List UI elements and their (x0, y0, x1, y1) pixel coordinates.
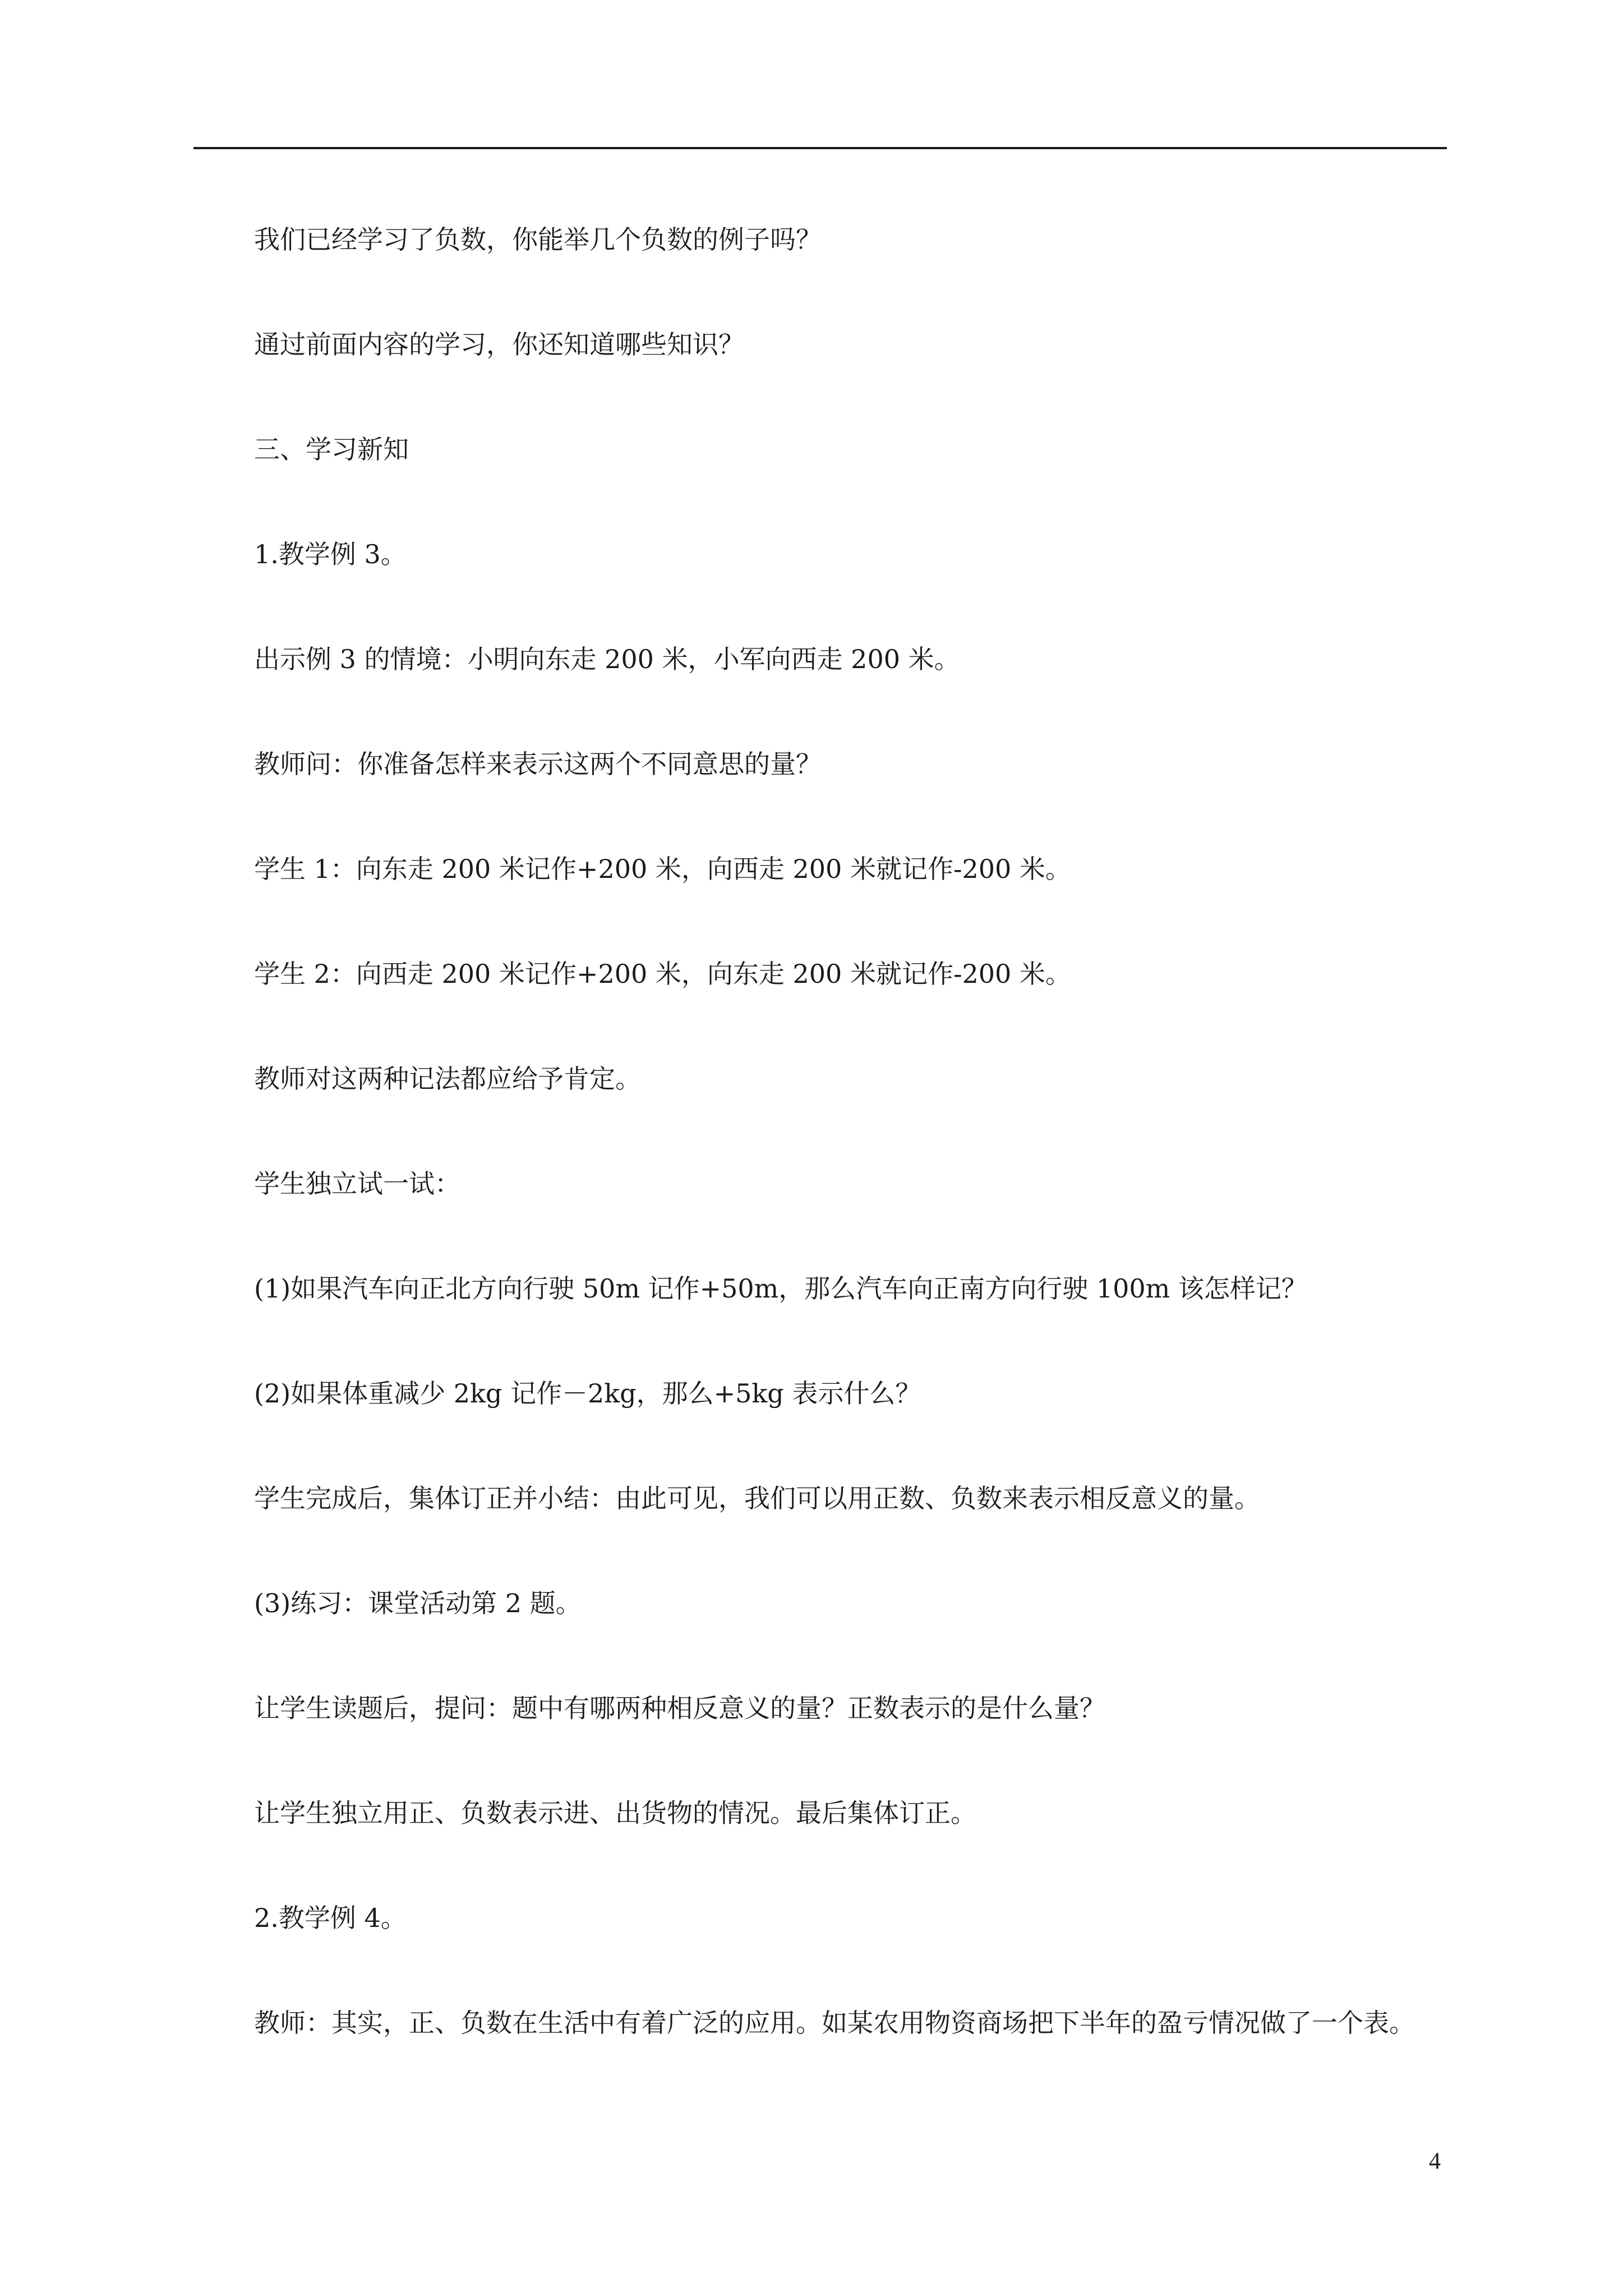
paragraph-independent-work: 让学生独立用正、负数表示进、出货物的情况。最后集体订正。 (254, 1798, 976, 1828)
paragraph-example-3-heading: 1.教学例 3。 (254, 539, 407, 569)
header-rule (193, 147, 1447, 149)
paragraph-student-1-answer: 学生 1：向东走 200 米记作+200 米，向西走 200 米就记作-200 米。 (254, 854, 1071, 884)
paragraph-exercise-2: (2)如果体重减少 2kg 记作－2kg，那么+5kg 表示什么？ (254, 1378, 921, 1409)
paragraph-student-2-answer: 学生 2：向西走 200 米记作+200 米，向东走 200 米就记作-200 米。 (254, 959, 1071, 989)
paragraph-teacher-question: 教师问：你准备怎样来表示这两个不同意思的量？ (254, 749, 822, 779)
paragraph-exercise-3: (3)练习：课堂活动第 2 题。 (254, 1588, 582, 1618)
page-number: 4 (1429, 2148, 1441, 2174)
paragraph-example-4-intro: 教师：其实，正、负数在生活中有着广泛的应用。如某农用物资商场把下半年的盈亏情况做了一个表。 (254, 2008, 1415, 2038)
paragraph-exercise-1: (1)如果汽车向正北方向行驶 50m 记作+50m，那么汽车向正南方向行驶 100m 该怎样记？ (254, 1273, 1307, 1304)
paragraph-read-question: 让学生读题后，提问：题中有哪两种相反意义的量？正数表示的是什么量？ (254, 1693, 1105, 1723)
section-heading-learn-new: 三、学习新知 (254, 434, 409, 464)
paragraph-teacher-affirmation: 教师对这两种记法都应给予肯定。 (254, 1064, 641, 1094)
paragraph-review-question: 通过前面内容的学习，你还知道哪些知识？ (254, 329, 744, 360)
paragraph-negative-number-examples: 我们已经学习了负数，你能举几个负数的例子吗？ (254, 224, 822, 255)
paragraph-example-4-heading: 2.教学例 4。 (254, 1903, 407, 1933)
paragraph-summary: 学生完成后，集体订正并小结：由此可见，我们可以用正数、负数来表示相反意义的量。 (254, 1483, 1260, 1513)
paragraph-student-try: 学生独立试一试： (254, 1168, 460, 1199)
paragraph-example-3-scenario: 出示例 3 的情境：小明向东走 200 米，小军向西走 200 米。 (254, 644, 960, 674)
